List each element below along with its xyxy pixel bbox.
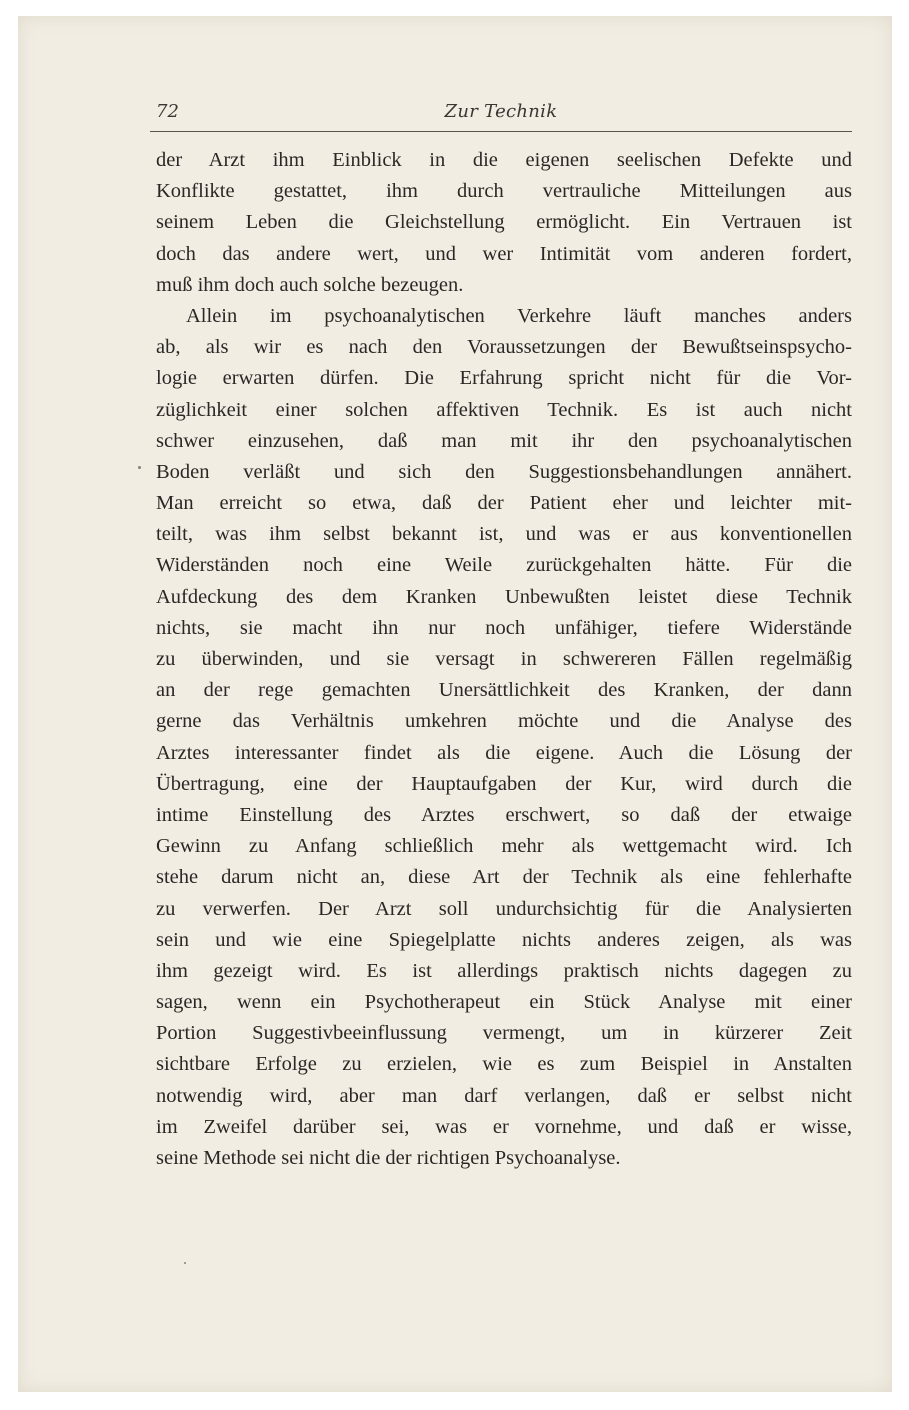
text-line: Allein im psychoanalytischen Verkehre läuft manches anders xyxy=(186,304,852,327)
text-line: notwendig wird, aber man darf verlangen, daß er selbst nicht xyxy=(156,1084,852,1107)
text-line: sagen, wenn ein Psychotherapeut ein Stück Analyse mit einer xyxy=(156,991,852,1014)
text-line: ihm gezeigt wird. Es ist allerdings praktisch nichts dagegen zu xyxy=(156,959,852,982)
text-line: zu überwinden, und sie versagt in schwereren Fällen regelmäßig xyxy=(156,648,852,670)
text-line: teilt, was ihm selbst bekannt ist, und was er aus konventionellen xyxy=(156,523,852,546)
text-line: sein und wie eine Spiegelplatte nichts anderes zeigen, als was xyxy=(156,928,852,951)
text-line: zu verwerfen. Der Arzt soll undurchsichtig für die Analysierten xyxy=(156,897,852,920)
text-line: Portion Suggestivbeeinflussung vermengt, um in kürzerer Zeit xyxy=(156,1022,852,1045)
text-line: sichtbare Erfolge zu erzielen, wie es zum Beispiel in Anstalten xyxy=(156,1053,852,1076)
text-line: im Zweifel darüber sei, was er vornehme, und daß er wisse, xyxy=(156,1115,852,1138)
text-line: ab, als wir es nach den Voraussetzungen der Bewußtseinspsycho- xyxy=(156,336,852,359)
header-rule xyxy=(150,131,852,132)
text-line: Arztes interessanter findet als die eigene. Auch die Lösung der xyxy=(156,741,852,764)
text-line: Übertragung, eine der Hauptaufgaben der Kur, wird durch die xyxy=(156,772,852,795)
text-line: gerne das Verhältnis umkehren möchte und die Analyse des xyxy=(156,710,852,733)
text-line: Boden verläßt und sich den Suggestionsbehandlungen annähert. xyxy=(156,460,852,483)
text-line: Widerständen noch eine Weile zurückgehalten hätte. Für die xyxy=(156,554,852,577)
text-line: Gewinn zu Anfang schließlich mehr als wettgemacht wird. Ich xyxy=(156,835,852,858)
text-line: Konflikte gestattet, ihm durch vertrauliche Mitteilungen aus xyxy=(156,180,852,203)
paper-speck xyxy=(184,1262,186,1264)
text-line: intime Einstellung des Arztes erschwert, so daß der etwaige xyxy=(156,803,852,826)
running-head xyxy=(150,101,852,127)
text-line: logie erwarten dürfen. Die Erfahrung spricht nicht für die Vor- xyxy=(156,367,852,390)
running-title: Zur Technik xyxy=(444,101,558,122)
text-line: züglichkeit einer solchen affektiven Technik. Es ist auch nicht xyxy=(156,398,852,421)
text-line: der Arzt ihm Einblick in die eigenen seelischen Defekte und xyxy=(156,149,852,171)
text-line: muß ihm doch auch solche bezeugen. xyxy=(156,273,464,296)
text-line: an der rege gemachten Unersättlichkeit des Kranken, der dann xyxy=(156,679,852,702)
text-line: nichts, sie macht ihn nur noch unfähiger, tiefere Widerstände xyxy=(156,616,852,639)
body-text xyxy=(156,145,852,1174)
text-line: seinem Leben die Gleichstellung ermöglicht. Ein Vertrauen ist xyxy=(156,211,852,234)
text-line: Man erreicht so etwa, daß der Patient eher und leichter mit- xyxy=(156,492,852,515)
paper-speck xyxy=(138,466,141,469)
paragraph xyxy=(156,301,852,1174)
text-line: schwer einzusehen, daß man mit ihr den psychoanalytischen xyxy=(156,429,852,452)
text-line: Aufdeckung des dem Kranken Unbewußten leistet diese Technik xyxy=(156,585,852,608)
text-line: stehe darum nicht an, diese Art der Technik als eine fehlerhafte xyxy=(156,866,852,889)
paragraph xyxy=(156,145,852,301)
text-line: seine Methode sei nicht die der richtigen Psychoanalyse. xyxy=(156,1147,621,1169)
page-number: 72 xyxy=(156,101,179,122)
text-line: doch das andere wert, und wer Intimität vom anderen fordert, xyxy=(156,242,852,265)
